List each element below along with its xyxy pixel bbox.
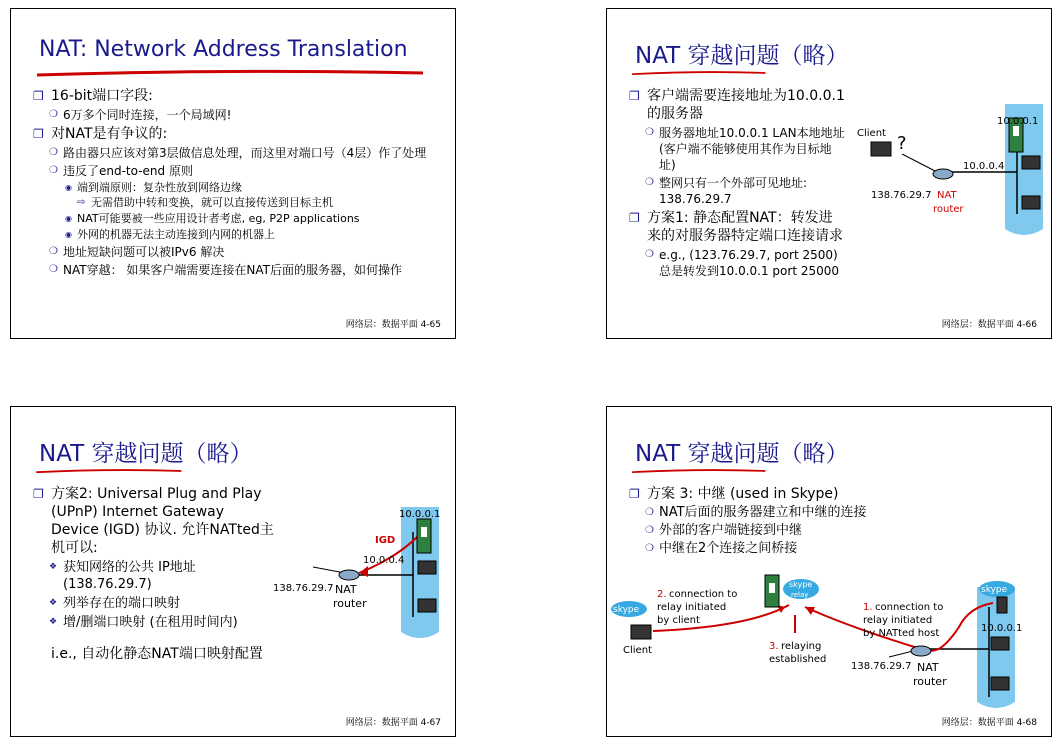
slide-4: [606, 406, 1052, 737]
public-ip-label: 138.76.29.7: [871, 190, 932, 201]
bullet-l2: ❍ NAT后面的服务器建立和中继的连接: [629, 505, 1039, 521]
bullet-l2: ❍ 路由器只应该对第3层做信息处理，而这里对端口号（4层）作了处理: [33, 145, 443, 161]
title-underline: [35, 465, 275, 477]
title-underline: [35, 67, 425, 79]
router-label: router: [333, 597, 367, 610]
bullet-l1: ❐ 客户端需要连接地址为10.0.0.1的服务器: [629, 87, 846, 123]
slide-title: NAT 穿越问题（略）: [635, 441, 849, 467]
slide-body: [629, 85, 846, 279]
server-host-icon: [997, 597, 1007, 613]
bullet-l2: ❍ NAT穿越： 如果客户端需要连接在NAT后面的服务器，如何操作: [33, 262, 443, 278]
server-icon-face: [421, 527, 427, 537]
bullet-l1: ❐ 方案2: Universal Plug and Play (UPnP) Internet Gateway Device (IGD) 协议. 允许NATted主机可以:: [33, 485, 275, 557]
bullet-diamond: ❖ 获知网络的公共 IP地址 (138.76.29.7): [33, 559, 275, 593]
bullet-l4: ⇨ 无需借助中转和变换，就可以直接传送到目标主机: [33, 195, 443, 210]
slide-footer: 网络层：数据平面 4-68: [941, 718, 1037, 728]
title-underline: [631, 67, 861, 79]
public-ip-label: 138.76.29.7: [851, 661, 912, 672]
bullet-l3: ◉ 外网的机器无法主动连接到内网的机器上: [33, 227, 443, 242]
bullet-l2: ❍ 服务器地址10.0.0.1 LAN本地地址 (客户端不能够使用其作为目标地址): [629, 125, 846, 173]
router-icon: [339, 570, 359, 580]
title-underline: [631, 465, 861, 477]
slide-3: [10, 406, 456, 737]
public-link: [889, 651, 913, 657]
step2-number: 2.: [657, 589, 667, 600]
client-icon: [631, 625, 651, 639]
bullet-l2: ❍ 地址短缺问题可以被IPv6 解决: [33, 244, 443, 260]
bullet-l1: ❐ 对NAT是有争议的:: [33, 125, 443, 143]
slide-1: [10, 8, 456, 339]
bullet-l3: ◉ NAT可能要被一些应用设计者考虑, eg, P2P applications: [33, 211, 443, 226]
relay-diagram: [609, 567, 1049, 717]
upnp-diagram: [273, 507, 453, 657]
igd-label: IGD: [375, 535, 396, 546]
router-icon: [933, 169, 953, 179]
server-ip-label: 10.0.0.1: [997, 116, 1039, 127]
server-icon-face: [1013, 126, 1019, 136]
step3-line-1: relaying: [781, 641, 822, 652]
nat-diagram: [857, 104, 1047, 254]
router-label: router: [933, 204, 964, 215]
step3-number: 3.: [769, 641, 779, 652]
server-ip-label: 10.0.0.1: [399, 509, 441, 520]
host-icon: [1022, 156, 1040, 169]
host-icon: [991, 637, 1009, 650]
step2-line-1: connection to: [669, 589, 738, 600]
slide-2: [606, 8, 1052, 339]
bullet-diamond: ❖ 增/删端口映射 (在租用时间内): [33, 614, 275, 631]
slide-title: NAT 穿越问题（略）: [39, 441, 253, 467]
skype-host-logo: skype: [981, 585, 1008, 595]
bullet-l2: ❍ 6万多个同时连接，一个局域网!: [33, 107, 443, 123]
slide-footer: 网络层：数据平面 4-65: [345, 320, 441, 330]
step2-line-2: relay initiated: [657, 602, 727, 613]
nat-label: NAT: [937, 190, 957, 201]
note-text: i.e., 自动化静态NAT端口映射配置: [51, 646, 263, 662]
slide-footer: 网络层：数据平面 4-66: [941, 320, 1037, 330]
step2-line-3: by client: [657, 615, 700, 626]
slide-footer: 网络层：数据平面 4-67: [345, 718, 441, 728]
step1-line-1: connection to: [875, 602, 944, 613]
client-icon: [871, 142, 891, 156]
router-icon: [911, 646, 931, 656]
router-label: router: [913, 675, 947, 688]
bullet-l1: ❐ 16-bit端口字段:: [33, 87, 443, 105]
client-label: Client: [857, 128, 886, 139]
step1-number: 1.: [863, 602, 873, 613]
question-mark: ?: [897, 133, 907, 154]
bullet-l2: ❍ 整网只有一个外部可见地址: 138.76.29.7: [629, 175, 846, 207]
bullet-l3: ◉ 端到端原则：复杂性放到网络边缘: [33, 180, 443, 195]
lan-ip-label: 10.0.0.4: [363, 555, 405, 566]
nat-label: NAT: [335, 583, 357, 596]
slide-title: NAT: Network Address Translation: [39, 37, 408, 62]
step1-line-3: by NATted host: [863, 628, 940, 639]
client-label: Client: [623, 645, 652, 656]
host-icon: [418, 561, 436, 574]
bullet-l2: ❍ 违反了end-to-end 原则: [33, 163, 443, 179]
nat-label: NAT: [917, 661, 939, 674]
host-icon: [418, 599, 436, 612]
host-icon: [1022, 196, 1040, 209]
skype-relay-logo: skype: [789, 580, 813, 589]
lan-ip-label: 10.0.0.4: [963, 161, 1005, 172]
skype-client-logo: skype: [613, 605, 640, 615]
slide-body: [33, 483, 275, 663]
public-ip-label: 138.76.29.7: [273, 583, 334, 594]
step3-line-2: established: [769, 654, 827, 665]
host-icon: [991, 677, 1009, 690]
step1-line-2: relay initiated: [863, 615, 933, 626]
bullet-l2: ❍ 外部的客户端链接到中继: [629, 523, 1039, 539]
bullet-l2: ❍ e.g., (123.76.29.7, port 2500) 总是转发到10.0.0.1 port 25000: [629, 247, 846, 279]
bullet-diamond: ❖ 列举存在的端口映射: [33, 595, 275, 612]
client-link: [902, 154, 937, 172]
relay-server-icon-face: [769, 583, 775, 593]
bullet-l1: ❐ 方案 3: 中继 (used in Skype): [629, 485, 1039, 503]
slide-title: NAT 穿越问题（略）: [635, 43, 849, 69]
slide-body: [33, 85, 443, 278]
server-ip-label: 10.0.0.1: [981, 623, 1023, 634]
slide-body: [629, 483, 1039, 557]
bullet-l1: ❐ 方案1: 静态配置NAT：转发进来的对服务器特定端口连接请求: [629, 209, 846, 245]
relay-label: relay: [791, 591, 809, 599]
bullet-l2: ❍ 中继在2个连接之间桥接: [629, 541, 1039, 557]
